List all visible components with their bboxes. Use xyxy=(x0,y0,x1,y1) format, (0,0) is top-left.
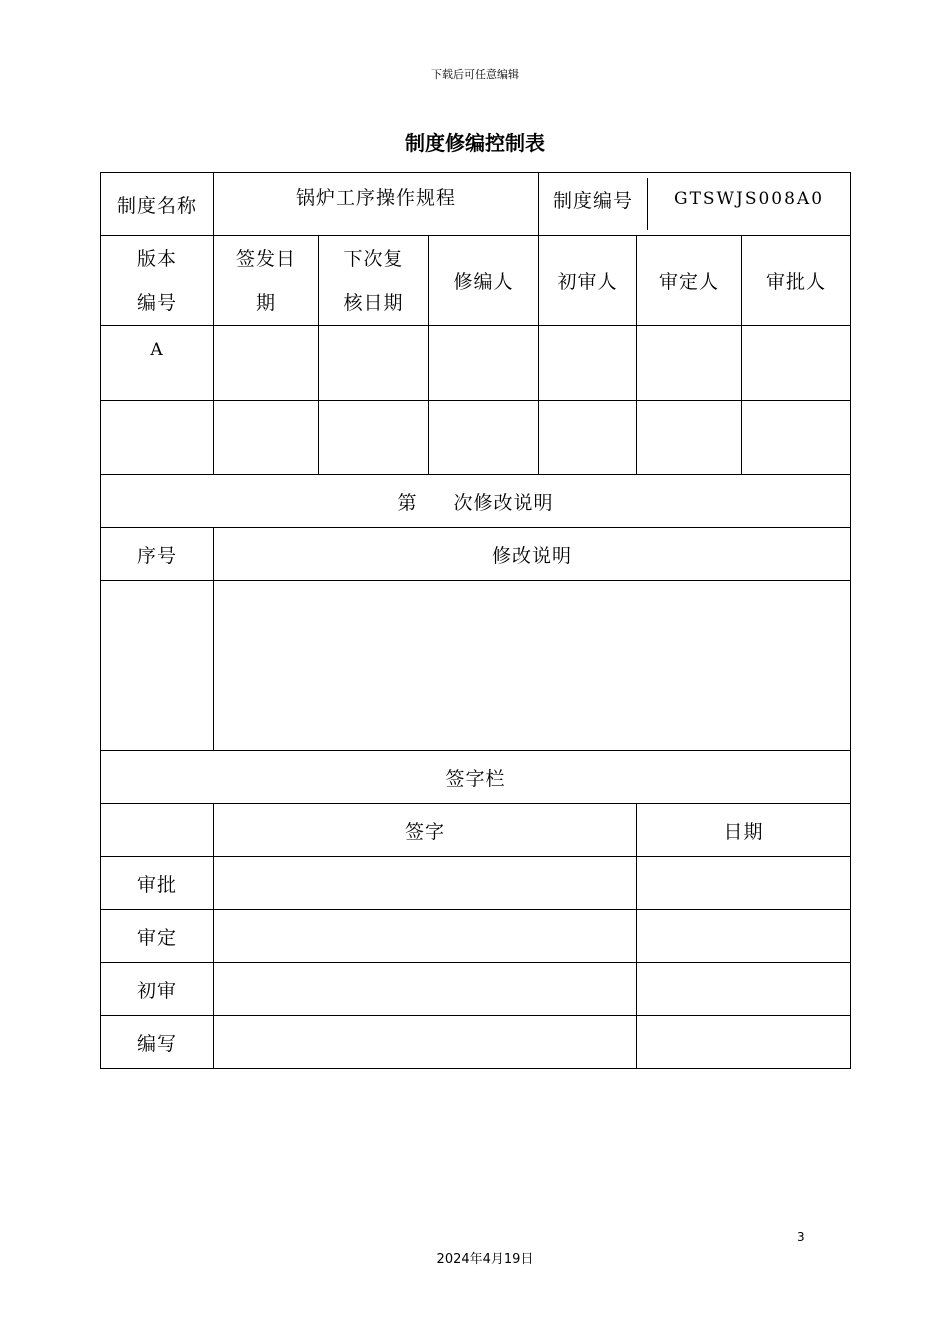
approver-header: 审批人 xyxy=(742,236,851,326)
date-cell xyxy=(637,910,851,963)
date-cell xyxy=(637,963,851,1016)
version-row-empty xyxy=(101,401,851,475)
sign-cell xyxy=(214,910,637,963)
footer-date: 2024年4月19日 xyxy=(436,1252,534,1267)
table-cell xyxy=(101,804,214,857)
signature-row xyxy=(101,1016,851,1069)
seq-label: 序号 xyxy=(101,528,214,581)
next-review-line1: 下次复 xyxy=(343,247,404,270)
table-cell xyxy=(637,326,742,401)
issue-date-line2: 期 xyxy=(255,291,276,314)
next-review-header xyxy=(319,236,429,326)
revision-heading-suffix: 次修改说明 xyxy=(453,491,554,514)
version-no-line2: 编号 xyxy=(136,291,177,314)
table-cell xyxy=(429,326,539,401)
seq-value-cell xyxy=(101,581,214,751)
code-value: GTSWJS008A0 xyxy=(673,189,825,209)
info-row xyxy=(101,173,851,236)
table-cell xyxy=(539,401,637,475)
table-cell xyxy=(539,326,637,401)
reviewer-header: 审定人 xyxy=(637,236,742,326)
table-cell xyxy=(214,326,319,401)
date-cell xyxy=(637,1016,851,1069)
table-cell xyxy=(319,401,429,475)
revision-body-row xyxy=(101,581,851,751)
date-cell xyxy=(637,857,851,910)
name-value: 锅炉工序操作规程 xyxy=(214,173,539,236)
sign-cell xyxy=(214,857,637,910)
table-cell xyxy=(101,401,214,475)
next-review-line2: 核日期 xyxy=(343,291,404,314)
date-label: 日期 xyxy=(637,804,851,857)
page-number: 3 xyxy=(797,1230,805,1244)
version-value: A xyxy=(101,326,214,401)
issue-date-line1: 签发日 xyxy=(235,247,296,270)
version-no-header xyxy=(101,236,214,326)
name-label: 制度名称 xyxy=(101,173,214,236)
version-header-row xyxy=(101,236,851,326)
revision-heading-row xyxy=(101,475,851,528)
table-cell xyxy=(319,326,429,401)
role-label: 编写 xyxy=(101,1016,214,1069)
table-cell xyxy=(637,401,742,475)
table-cell xyxy=(429,401,539,475)
table-cell xyxy=(742,326,851,401)
control-table xyxy=(100,172,851,1069)
editor-header: 修编人 xyxy=(429,236,539,326)
signature-row xyxy=(101,857,851,910)
role-label: 审定 xyxy=(101,910,214,963)
revision-heading-prefix: 第 xyxy=(397,491,418,514)
version-no-line1: 版本 xyxy=(136,247,177,270)
page-title: 制度修编控制表 xyxy=(405,131,545,155)
issue-date-header xyxy=(214,236,319,326)
sign-cell xyxy=(214,1016,637,1069)
table-cell xyxy=(742,401,851,475)
role-label: 审批 xyxy=(101,857,214,910)
first-reviewer-header: 初审人 xyxy=(539,236,637,326)
signature-heading: 签字栏 xyxy=(101,751,851,804)
role-label: 初审 xyxy=(101,963,214,1016)
revision-header-row xyxy=(101,528,851,581)
code-label: 制度编号 xyxy=(539,178,648,230)
signature-row xyxy=(101,910,851,963)
signature-header-row xyxy=(101,804,851,857)
signature-row xyxy=(101,963,851,1016)
desc-label: 修改说明 xyxy=(214,528,851,581)
header-note: 下载后可任意编辑 xyxy=(431,68,519,81)
desc-value-cell xyxy=(214,581,851,751)
version-row xyxy=(101,326,851,401)
sign-label: 签字 xyxy=(214,804,637,857)
signature-heading-row xyxy=(101,751,851,804)
revision-heading xyxy=(101,475,851,528)
sign-cell xyxy=(214,963,637,1016)
table-cell xyxy=(214,401,319,475)
